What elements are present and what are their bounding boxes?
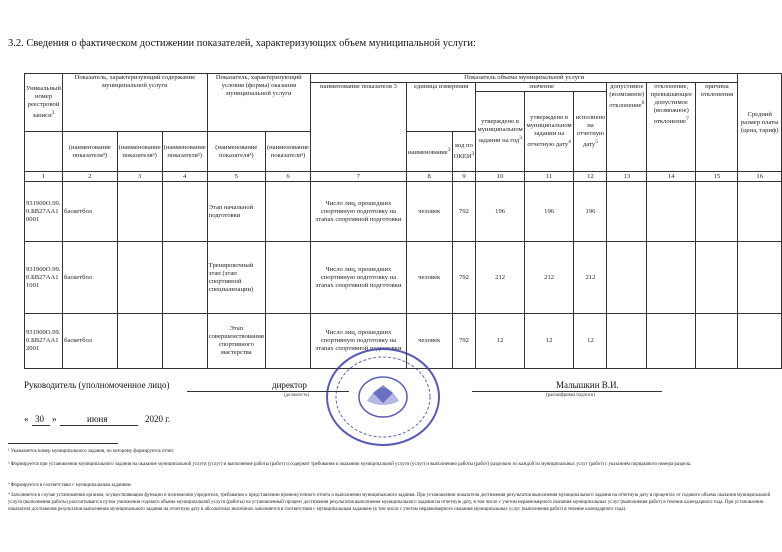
footnote-2: ² Формируется при установлении муниципального задания на оказание муниципальной услуги (услуг) и выполнение работы (работ) и содержит требования к оказанию муниципальной услуги (услуг) и выполнению работы (работ) раздельно по каждой из муниципальных услуг (работ) с указанием порядкового номера раздела.: [8, 462, 692, 467]
column-number: 12: [574, 172, 607, 182]
position-caption: (должность): [284, 393, 310, 398]
official-stamp: [323, 345, 453, 447]
header-unit-name: наименование$^3$: [406, 132, 452, 172]
date-open-quote: «: [24, 414, 29, 424]
footnote-3: ³ Формируется в соответствии с муниципальным заданием.: [8, 483, 132, 488]
signer-name: Малышкин В.И.: [556, 380, 619, 390]
date-year: 2020 г.: [145, 414, 171, 424]
table-row: [25, 242, 782, 314]
header-unit: единица измерения: [406, 83, 476, 132]
column-number: 1: [25, 172, 63, 182]
sub-label: (наименование показателя³): [265, 132, 310, 172]
column-number: 11: [524, 172, 574, 182]
sport-name: баскетбол: [63, 182, 118, 242]
executed-value: 196: [574, 182, 607, 242]
column-number: 16: [738, 172, 782, 182]
header-deviation: отклонение, превышающее допустимое (возможное) отклонение$^7$: [647, 83, 696, 172]
section-heading: 3.2. Сведения о фактическом достижении показателей, характеризующих объем муниципальной услуги:: [8, 38, 476, 49]
registry-code: 931900О.99.0.БВ27АА11001: [25, 242, 63, 314]
sport-name: баскетбол: [63, 314, 118, 369]
footnote-4: ⁴ Заполняется в случае установления органом, осуществляющим функции и полномочия учредителя, требования о представлении промежуточного отчета о выполнении муниципального задания. При установлении показателя достижения результатов выполнения муниципального задания на отчетную дату в процентах от годового объема оказания муниципальной услуги (выполнения работы) рассчитывается путем умножения годового объема муниципальной услуги (работы) на установленный процент достижения результатов выполнения муниципального задания на отчетную дату, в том числе с учетом неравномерного оказания муниципальных услуг (выполнения работ) в течение календарного года. При установлении показателя достижения результатов выполнения муниципального задания на отчетную дату в абсолютных величинах заполняется в соответствии с муниципальным заданием (в том числе с учетом неравномерного оказания муниципальных услуг (выполнения работ) в течение календарного года).: [8, 493, 771, 512]
head-label: Руководитель (уполномоченное лицо): [24, 380, 170, 390]
approved-year-value: 212: [476, 242, 524, 314]
unit-name: человек: [406, 242, 452, 314]
registry-code: 931900О.99.0.БВ27АА12001: [25, 314, 63, 369]
column-number: 2: [63, 172, 118, 182]
column-number: 13: [607, 172, 647, 182]
indicator-name: Число лиц, прошедших спортивную подготовку на этапах спортивной подготовки: [310, 242, 406, 314]
column-number: 10: [476, 172, 524, 182]
footnote-1: ¹ Указывается номер муниципального задания, по которому формируется отчет.: [8, 449, 175, 454]
unit-name: человек: [406, 314, 452, 369]
column-number: 8: [406, 172, 452, 182]
header-allowed-deviation: допустимое (возможное) отклонение$^6$: [607, 83, 647, 172]
unit-name: человек: [406, 182, 452, 242]
training-stage: Этап начальной подготовки: [207, 182, 265, 242]
column-number: 6: [265, 172, 310, 182]
date-month: июня: [87, 414, 108, 424]
date-close-quote: »: [52, 414, 57, 424]
column-number: 9: [452, 172, 476, 182]
position: директор: [272, 380, 307, 390]
approved-date-value: 212: [524, 242, 574, 314]
header-unique-number: Уникальный номер реестровой записи$^3$: [25, 74, 63, 132]
column-number: 5: [207, 172, 265, 182]
header-okei: код по ОКЕИ$^3$: [452, 132, 476, 172]
sub-label: (наименование показателя³): [63, 132, 118, 172]
sport-name: баскетбол: [63, 242, 118, 314]
header-executed: исполнено на отчетную дату$^5$: [574, 92, 607, 172]
training-stage: Этап совершенствования спортивного мастерства: [207, 314, 265, 369]
approved-date-value: 196: [524, 182, 574, 242]
header-content-indicator: Показатель, характеризующий содержание муниципальной услуги: [63, 74, 208, 132]
header-indicator-name: наименование показателя 3: [310, 83, 406, 172]
column-number: 14: [647, 172, 696, 182]
column-number: 3: [117, 172, 162, 182]
okei-code: 792: [452, 182, 476, 242]
volume-indicators-table: [24, 73, 782, 369]
approved-date-value: 12: [524, 314, 574, 369]
header-conditions-indicator: Показатель, характеризующий условия (формы) оказания муниципальной услуги: [207, 74, 310, 132]
okei-code: 792: [452, 314, 476, 369]
date-day: 30: [35, 414, 44, 424]
header-approved-date: утверждено в муниципальном задании на отчетную дату$^4$: [524, 92, 574, 172]
executed-value: 212: [574, 242, 607, 314]
executed-value: 12: [574, 314, 607, 369]
approved-year-value: 196: [476, 182, 524, 242]
header-approved-year: утверждено в муниципальном задании на год$^3$: [476, 92, 524, 172]
training-stage: Тренировочный этап (этап спортивной специализации): [207, 242, 265, 314]
okei-code: 792: [452, 242, 476, 314]
sub-label: (наименование показателя³): [162, 132, 207, 172]
sub-label: (наименование показателя³): [207, 132, 265, 172]
indicator-name: Число лиц, прошедших спортивную подготовку на этапах спортивной подготовки: [310, 314, 406, 369]
column-number: 4: [162, 172, 207, 182]
header-value: значение: [476, 83, 607, 92]
registry-code: 931900О.99.0.БВ27АА10001: [25, 182, 63, 242]
table-row: [25, 182, 782, 242]
approved-year-value: 12: [476, 314, 524, 369]
sub-label: (наименование показателя³): [117, 132, 162, 172]
indicator-name: Число лиц, прошедших спортивную подготовку на этапах спортивной подготовки: [310, 182, 406, 242]
header-average-fee: Средний размер платы (цена, тариф): [738, 74, 782, 172]
column-number: 15: [696, 172, 738, 182]
name-caption: (расшифровка подписи): [546, 393, 595, 398]
column-number: 7: [310, 172, 406, 182]
header-volume-indicator: Показатель объема муниципальной услуги: [310, 74, 737, 83]
header-reason: причина отклонения: [696, 83, 738, 172]
